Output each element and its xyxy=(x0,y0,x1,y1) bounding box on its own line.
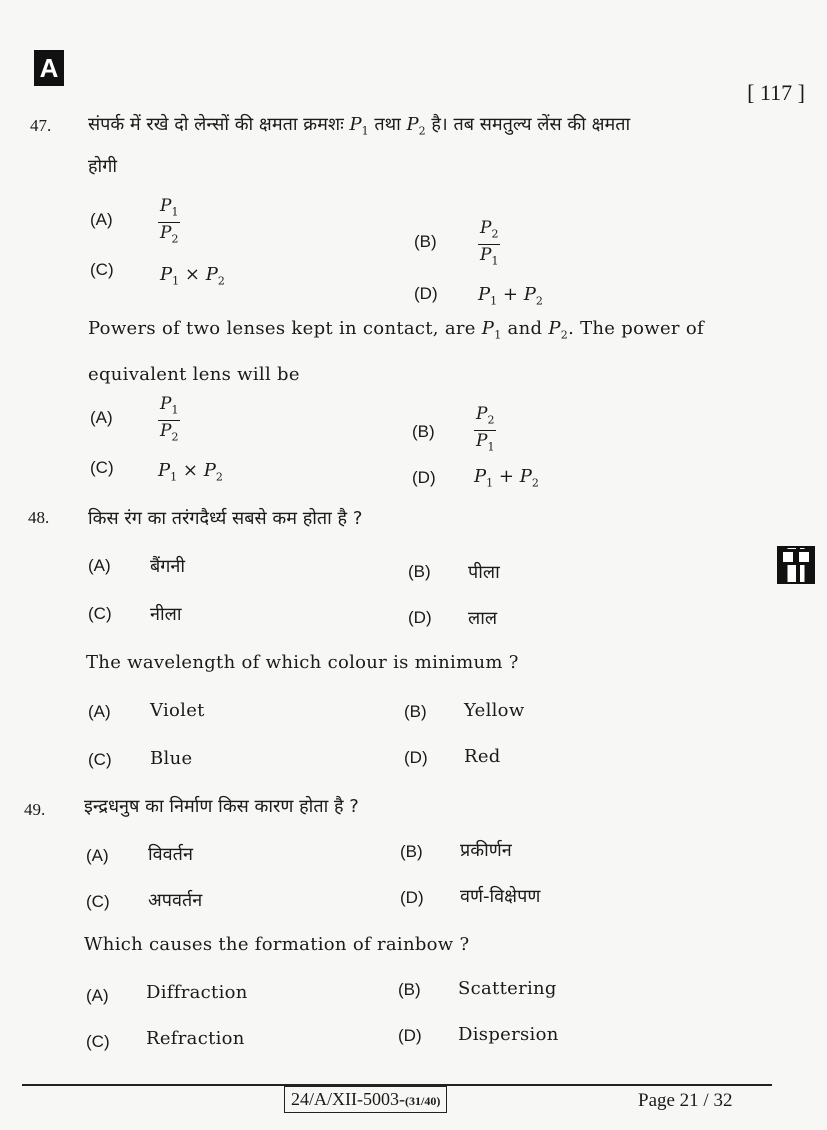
q49-h-label-d: (D) xyxy=(400,888,424,907)
q48-e-label-d: (D) xyxy=(404,748,428,767)
q48-e-label-b: (B) xyxy=(404,702,427,721)
q49-e-option-d: Dispersion xyxy=(458,1024,559,1045)
q47-h-label-d: (D) xyxy=(414,284,438,303)
q49-e-option-a: Diffraction xyxy=(146,982,248,1003)
q48-e-option-a: Violet xyxy=(150,700,205,721)
q48-e-label-a: (A) xyxy=(88,702,111,721)
q48-h-option-b: पीला xyxy=(468,562,500,583)
q48-english-text: The wavelength of which colour is minimum ? xyxy=(86,652,519,673)
set-badge: A xyxy=(34,50,64,86)
q47-e-option-c: $P_1 \times P_2$ xyxy=(158,460,223,484)
q49-h-option-a: विवर्तन xyxy=(148,844,193,865)
q48-h-option-a: बैंगनी xyxy=(150,556,186,577)
q48-e-option-d: Red xyxy=(464,746,501,767)
q49-e-label-a: (A) xyxy=(86,986,109,1005)
q49-e-label-b: (B) xyxy=(398,980,421,999)
q48-h-option-c: नीला xyxy=(150,604,182,625)
q47-h-option-c: $P_1 \times P_2$ xyxy=(160,264,225,288)
q47-e-option-d: $P_1 + P_2$ xyxy=(474,466,539,490)
question-number-47: 47. xyxy=(30,116,52,135)
q48-h-label-b: (B) xyxy=(408,562,431,581)
q47-h-label-b: (B) xyxy=(414,232,437,251)
q47-h-label-a: (A) xyxy=(90,210,113,229)
q48-h-label-d: (D) xyxy=(408,608,432,627)
q49-e-option-b: Scattering xyxy=(458,978,557,999)
q49-e-label-c: (C) xyxy=(86,1032,110,1051)
q49-e-label-d: (D) xyxy=(398,1026,422,1045)
q49-h-label-b: (B) xyxy=(400,842,423,861)
page-marker: [ 117 ] xyxy=(747,80,805,105)
q47-hindi-line2: होगी xyxy=(88,156,118,177)
q47-h-label-c: (C) xyxy=(90,260,114,279)
page-number: Page 21 / 32 xyxy=(638,1090,733,1111)
q48-h-label-c: (C) xyxy=(88,604,112,623)
q48-hindi-text: किस रंग का तरंगदैर्ध्य सबसे कम होता है ? xyxy=(88,508,363,529)
q47-e-label-c: (C) xyxy=(90,458,114,477)
q47-e-label-d: (D) xyxy=(412,468,436,487)
q49-hindi-text: इन्द्रधनुष का निर्माण किस कारण होता है ? xyxy=(84,796,359,817)
q49-english-text: Which causes the formation of rainbow ? xyxy=(84,934,470,955)
q47-e-option-b: $\frac{P_2}{P_1}$ xyxy=(476,404,495,454)
q47-h-option-d: $P_1 + P_2$ xyxy=(478,284,543,308)
q48-e-option-b: Yellow xyxy=(464,700,525,721)
question-number-49: 49. xyxy=(24,800,46,819)
q47-english-line2: equivalent lens will be xyxy=(88,364,300,385)
q47-h-option-a: $\frac{P_1}{P_2}$ xyxy=(160,196,179,246)
q47-e-label-b: (B) xyxy=(412,422,435,441)
q47-english-line1: Powers of two lenses kept in contact, are $P_1$ and $P_2$. The power of xyxy=(88,318,704,342)
question-number-48: 48. xyxy=(28,508,50,527)
q49-h-option-d: वर्ण-विक्षेपण xyxy=(460,886,541,907)
q49-h-label-a: (A) xyxy=(86,846,109,865)
q48-h-label-a: (A) xyxy=(88,556,111,575)
q47-hindi-line1: संपर्क में रखे दो लेन्सों की क्षमता क्रमशः $P_1$ तथा $P_2$ है। तब समतुल्य लेंस की क्षमता xyxy=(88,114,631,138)
q48-h-option-d: लाल xyxy=(468,608,498,629)
qr-code-icon xyxy=(777,546,815,584)
q48-e-option-c: Blue xyxy=(150,748,193,769)
q47-e-option-a: $\frac{P_1}{P_2}$ xyxy=(160,394,179,444)
q47-e-label-a: (A) xyxy=(90,408,113,427)
q49-e-option-c: Refraction xyxy=(146,1028,245,1049)
q49-h-option-b: प्रकीर्णन xyxy=(460,840,512,861)
q47-h-option-b: $\frac{P_2}{P_1}$ xyxy=(480,218,499,268)
q49-h-label-c: (C) xyxy=(86,892,110,911)
paper-code: 24/A/XII-5003-(31/40) xyxy=(284,1086,447,1113)
q49-h-option-c: अपवर्तन xyxy=(148,890,203,911)
q48-e-label-c: (C) xyxy=(88,750,112,769)
